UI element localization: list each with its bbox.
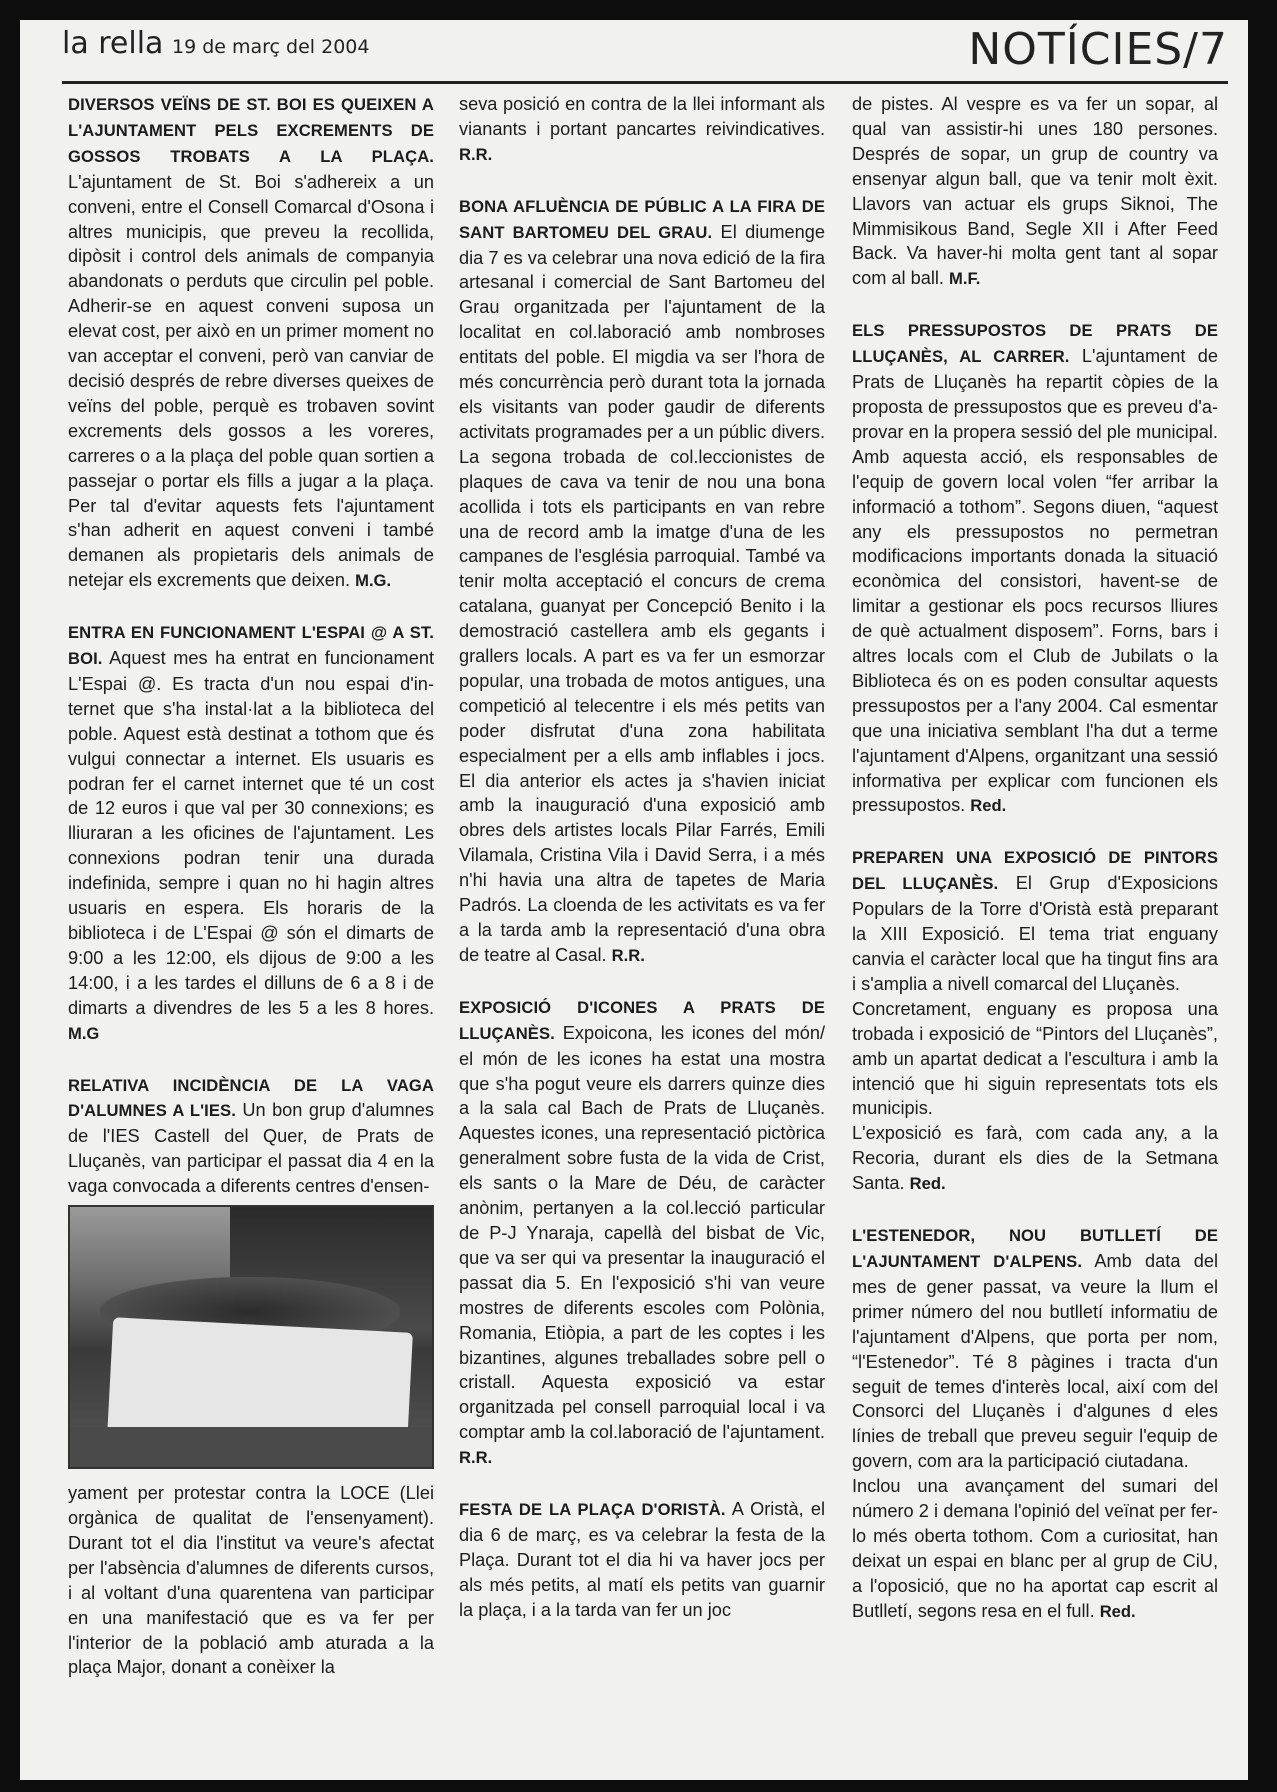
article-text xyxy=(459,194,825,969)
article-estenedor xyxy=(852,1223,1218,1625)
article-orista-continued xyxy=(852,92,1218,292)
publication-name: la rella xyxy=(62,26,164,61)
article-body: seva posició en contra de la llei informant als vianants i portant pancartes reivindicatives. xyxy=(459,94,825,139)
article-headline: EXPOSICIÓ D'ICONES A PRATS DE LLUÇANÈS. xyxy=(459,997,825,1043)
article-text xyxy=(852,92,1218,292)
article-text xyxy=(459,92,825,168)
article-paragraph: Concretament, enguany es proposa una trobada i exposició de “Pintors del Lluçanès”, amb un apartat dedicat a l'escultura i amb la intenció que hi siguin representats tots els municipis. xyxy=(852,998,1218,1119)
article-signature: M.F. xyxy=(949,269,981,289)
article-body: El Grup d'Exposicions Populars de la Torre d'Oristà està preparant la XIII Exposició. El tema triat enguany canvia el caràcter local que ha tingut fins ara i s'amplia a nivell comarcal del Lluçanès. xyxy=(852,873,1219,994)
article-signature: Red. xyxy=(909,1174,946,1194)
article-signature: R.R. xyxy=(459,144,493,164)
article-dog-excrement xyxy=(68,92,434,594)
article-signature: R.R. xyxy=(459,1448,493,1468)
article-body: L'ajuntament de St. Boi s'adhereix a un conveni, entre el Consell Comarcal d'Osona i altres municipis, que preveu la recollida, dipòsit i control dels animals de companyia abandonats o perduts que circulin pel poble. Adherir-se en aquest conveni suposa un elevat cost, per això en un primer moment no van acceptar el conveni, però van canviar de decisió després de rebre diverses queixes de veïns del poble, perquè es trobaven sovint excrements dels gossos a les voreres, carreres o a la plaça del poble quan sortien a passejar o portar els fills a jugar a la plaça. Per tal d'evitar aquests fets l'ajuntament s'han adherit en aquest conveni i també demanen als propietaris dels animals de netejar els excrements que deixen. xyxy=(68,171,434,591)
column-2 xyxy=(459,92,825,1649)
newspaper-page xyxy=(20,20,1248,1780)
article-body: A Oristà, el dia 6 de març, es va celebrar la festa de la Plaça. Durant tot el dia hi va haver jocs per als més petits, al matí els petits van guarnir la plaça, i a la tarda van fer un joc xyxy=(459,1499,825,1620)
article-text xyxy=(68,1073,434,1200)
article-body: Inclou una avançament del sumari del número 2 i demana l'opinió del veïnat per fer-lo més oberta tothom. Com a curiositat, han deixat un espai en blanc per al grup de CiU, a l'oposició, que no ha aportat cap escrit al Butlletí, segons resa en el full. xyxy=(852,1476,1218,1621)
article-text xyxy=(68,620,434,1046)
article-fira-sant-bartomeu xyxy=(459,194,825,969)
article-signature: Red. xyxy=(1099,1601,1136,1621)
article-body: El diumenge dia 7 es va celebrar una nova edició de la fira artesanal i comercial de Sant Bartomeu del Grau organitzada per l'ajuntament de la localitat en col.laboració amb nombroses entitats del poble. El migdia va ser l'hora de més concurrència però durant tota la jornada els visitants van poder gaudir de diferents activitats programades per a un públic divers. La segona trobada de col.leccionistes de plaques de cava va tenir de nou una bona acollida i tots els participants en van rebre una de record amb la imatge d'una de les campanes de l'església parroquial. També va tenir molta acceptació el concurs de crema catalana, guanyat per Concepció Benito i la demostració castellera amb els gegants i grallers locals. A part es va fer un esmorzar popular, una trobada de motos antigues, una competició al telecentre i els més petits van poder disfrutat d'una zona habilitata especialment per a ells amb inflables i jocs. El dia anterior els actes ja s'havien iniciat amb la inauguració d'una exposició amb obres dels artistes locals Pilar Farrés, Emili Vilamala, Cristina Vila i David Serra, i a més n'hi havia una altra de tapetes de Maria Padrós. La cloenda de les activitats es va fer a la tarda amb la representació d'una obra de teatre al Casal. xyxy=(459,221,825,965)
article-headline: ELS PRESSUPOSTOS DE PRATS DE LLUÇANÈS, AL CARRER. xyxy=(852,321,1218,367)
article-text xyxy=(459,995,825,1471)
article-headline: PREPAREN UNA EXPOSICIÓ DE PINTORS DEL LLUÇANÈS. xyxy=(852,848,1218,894)
article-icones-exhibition xyxy=(459,995,825,1471)
article-body: Expoicona, les icones del món/ el món de les icones ha estat una mostra que s'ha pogut veure els darrers quinze dies a la sala cal Bach de Prats de Lluçanès. Aquestes icones, una representació pictòrica generalment sobre fusta de la vida de Crist, els sants o la Mare de Déu, de caràcter anònim, pertanyen a la col.lecció particular de P-J Ynaraja, capellà del bisbat de Vic, que va ser qui va presentar la inauguració el passat dia 5. En l'exposició s'hi van veure mostres de diferents escoles com Polònia, Romania, Etiòpia, a part de les coptes i les bizantines, algunes treballades sobre pell o cristall. Aquesta exposició va estar organitzada pel consell parroquial local i va comptar amb la col.laboració de l'ajuntament. xyxy=(459,1022,825,1443)
article-festa-orista xyxy=(459,1497,825,1623)
article-paragraph xyxy=(852,1121,1218,1197)
issue-date: 19 de març del 2004 xyxy=(172,36,370,58)
article-paragraph xyxy=(852,1474,1218,1624)
article-text xyxy=(459,1497,825,1623)
article-body: Aquest mes ha entrat en funcionament L'Espai @. Es tracta d'un nou espai d'internet que s'ha instal·lat a la biblioteca del poble. Aquest està destinat a tothom que és vulgui connectar a internet. Els usuaris es podran fer el carnet internet que té un cost de 12 euros i que val per 30 connexions; es lliuraran a les oficines de l'ajuntament. Les connexions podran tenir una durada indefinida, sempre i quan no hi hagin altres usuaris en espera. Els horaris de la biblioteca i de L'Espai @ són el dimarts de 9:00 a les 12:00, els dijous de 9:00 a les 14:00, i a les tardes el dilluns de 6 a 8 i de dimarts a divendres de les 5 a les 8 hores. xyxy=(68,648,434,1018)
article-signature: M.G. xyxy=(355,571,392,591)
article-headline: L'ESTENEDOR, NOU BUTLLETÍ DE L'AJUNTAMENT D'ALPENS. xyxy=(852,1226,1218,1271)
article-headline: DIVERSOS VEÏNS DE ST. BOI ES QUEIXEN A L'AJUNTAMENT PELS EXCREMENTS DE GOSSOS TROBATS A LA PLAÇA. xyxy=(68,95,434,166)
article-signature: R.R. xyxy=(611,945,645,965)
article-text xyxy=(852,1223,1218,1474)
article-espai-internet xyxy=(68,620,434,1046)
article-signature: Red. xyxy=(970,796,1007,816)
article-headline: FESTA DE LA PLAÇA D'ORISTÀ. xyxy=(459,1500,726,1520)
article-strike-continued xyxy=(459,92,825,168)
header-rule xyxy=(62,81,1228,84)
article-headline: ENTRA EN FUNCIONAMENT L'ESPAI @ A ST. BOI. xyxy=(68,623,434,669)
article-body: Amb data del mes de gener passat, va veure la llum el primer número del nou butlletí informatiu de l'ajuntament d'Alpens, que porta per nom, “l'Estenedor”. Té 8 pàgines i tracta d'un seguit de temes d'interès local, així com del Consorci del Lluçanès i d'algunes d eles línies de treball que preveu seguir l'equip de govern, com ara la participació ciutadana. xyxy=(852,1250,1218,1472)
section-title: NOTÍCIES/7 xyxy=(968,24,1228,75)
article-headline: RELATIVA INCIDÈNCIA DE LA VAGA D'ALUMNES A L'IES. xyxy=(68,1075,434,1121)
article-text xyxy=(852,845,1218,996)
article-headline: BONA AFLUÈNCIA DE PÚBLIC A LA FIRA DE SANT BARTOMEU DEL GRAU. xyxy=(459,196,825,242)
article-body: Un bon grup d'alumnes de l'IES Castell del Quer, de Prats de Lluçanès, van participar el passat dia 4 en la vaga convocada a diferents centres d'ensen- xyxy=(68,1100,435,1197)
article-pintors-llucanes xyxy=(852,845,1218,1197)
protest-photo xyxy=(68,1205,434,1469)
article-signature: M.G xyxy=(68,1023,100,1043)
article-text-continued: yament per protestar contra la LOCE (Llei orgànica de qualitat de l'ensenyament). Durant tot el dia l'institut va veure's afectat per l'absència d'alumnes de diferents cursos, i al voltant d'una quarentena van participar en una manifestació que es va fer per l'interior de la població amb aturada a la plaça Major, donant a conèixer la xyxy=(68,1483,434,1678)
article-body: de pistes. Al vespre es va fer un sopar, al qual van assistir-hi unes 180 persones. Després de sopar, un grup de country va ensenyar algun ball, que va tenir molt èxit. Llavors van actuar els grups Siknoi, The Mimmisikous Band, Segle XII i After Feed Back. Va haver-hi molta gent tant al sopar com al ball. xyxy=(852,94,1218,289)
article-body: L'ajuntament de Prats de Lluçanès ha repartit còpies de la proposta de pressupostos que es preveu d'aprovar en la propera sessió del ple municipal. Amb aquesta acció, els responsables de l'equip de govern local volen “fer arribar la informació a tothom”. Segons diuen, “aquest any els pressupostos no permetran modificacions importants donada la situació econòmica del consistori, havent-se de limitar a gestionar els pocs recursos lliures de què actualment disposem”. Forns, bars i altres locals com el Club de Jubilats o la Biblioteca és on es poden consultar aquests pressupostos per a l'any 2004. Cal esmentar que una iniciativa semblant l'ha dut a terme l'ajuntament d'Alpens, organitzant una sessió informativa per explicar com funcionen els pressupostos. xyxy=(852,346,1218,816)
article-text xyxy=(68,92,434,594)
column-1 xyxy=(68,92,434,1706)
column-3 xyxy=(852,92,1218,1651)
article-text xyxy=(852,318,1218,819)
article-pressupostos xyxy=(852,318,1218,819)
article-body: L'exposició es farà, com cada any, a la Recoria, durant els dies de la Setmana Santa. xyxy=(852,1123,1218,1194)
page-header xyxy=(62,26,1228,86)
article-student-strike xyxy=(68,1073,434,1681)
